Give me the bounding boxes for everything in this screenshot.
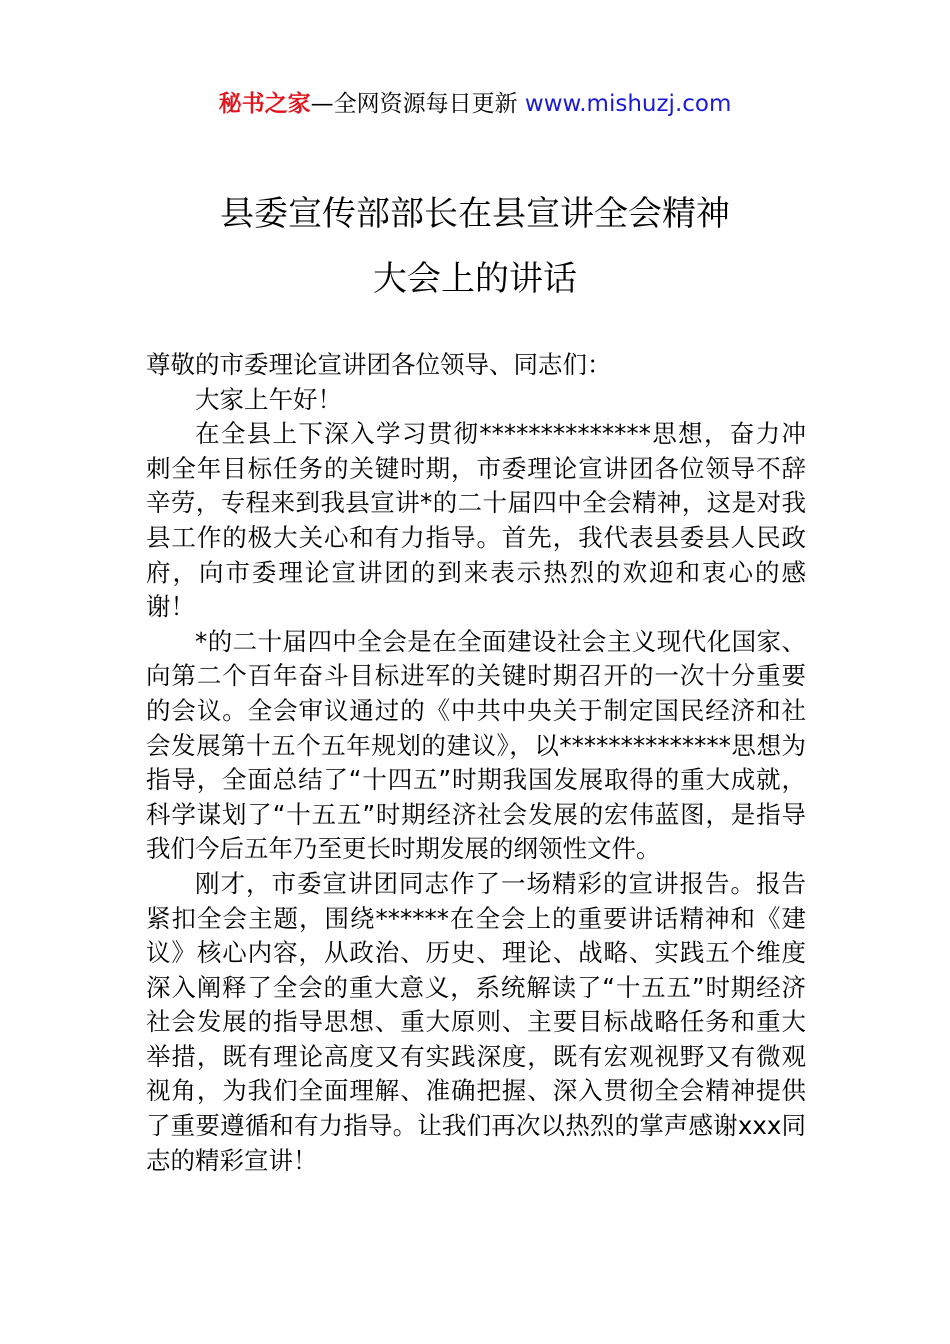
paragraph-2: *的二十届四中全会是在全面建设社会主义现代化国家、向第二个百年奋斗目标进军的关键时期召开的一次十分重要的会议。全会审议通过的《中共中央关于制定国民经济和社会发展第十五个五年规划的建议》，以**************思想为指导，全面总结了“十四五”时期我国发展取得的重大成就，科学谋划了“十五五”时期经济社会发展的宏伟蓝图，是指导我们今后五年乃至更长时期发展的纲领性文件。 xyxy=(146,626,806,864)
greeting: 大家上午好！ xyxy=(195,384,342,414)
paragraph-3: 刚才，市委宣讲团同志作了一场精彩的宣讲报告。报告紧扣全会主题，围绕******在全会上的重要讲话精神和《建议》核心内容，从政治、历史、理论、战略、实践五个维度深入阐释了全会的重大意义，系统解读了“十五五”时期经济社会发展的指导思想、重大原则、主要目标战略任务和重大举措，既有理论高度又有实践深度，既有宏观视野又有微观视角，为我们全面理解、准确把握、深入贯彻全会精神提供了重要遵循和有力指导。让我们再次以热烈的掌声感谢xxx同志的精彩宣讲！ xyxy=(146,868,806,1175)
header-tagline: 全网资源每日更新 xyxy=(333,91,518,117)
document-body xyxy=(146,348,806,1178)
document-title-line-1: 县委宣传部部长在县宣讲全会精神 xyxy=(220,194,730,234)
document-title-line-2: 大会上的讲话 xyxy=(373,259,577,299)
header-separator: — xyxy=(310,91,334,117)
salutation: 尊敬的市委理论宣讲团各位领导、同志们： xyxy=(146,350,612,379)
site-url-link[interactable]: www.mishuzj.com xyxy=(524,91,732,117)
site-header xyxy=(0,88,950,120)
brand-name: 秘书之家 xyxy=(218,91,311,117)
paragraph-1: 在全县上下深入学习贯彻**************思想，奋力冲刺全年目标任务的关键时期，市委理论宣讲团各位领导不辞辛劳，专程来到我县宣讲*的二十届四中全会精神，这是对我县工作的极大关心和有力指导。首先，我代表县委县人民政府，向市委理论宣讲团的到来表示热烈的欢迎和衷心的感谢！ xyxy=(146,419,806,622)
